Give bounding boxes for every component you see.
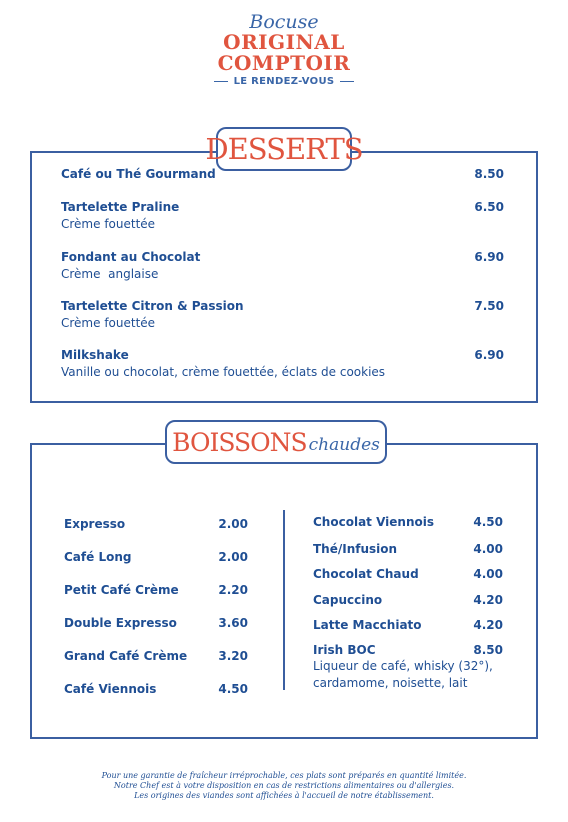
drink-price: 4.50 <box>218 682 248 696</box>
dessert-price: 8.50 <box>474 167 504 181</box>
tagline-rule-right <box>340 81 354 83</box>
drink-description: cardamome, noisette, lait <box>313 676 468 690</box>
drink-name: Double Expresso <box>64 616 177 630</box>
dessert-name: Café ou Thé Gourmand <box>61 167 216 181</box>
drink-item <box>64 549 248 565</box>
drink-price: 2.20 <box>218 583 248 597</box>
footer-line: Notre Chef est à votre disposition en cas de restrictions alimentaires ou d'allergies. <box>113 781 455 790</box>
drink-item <box>64 615 248 631</box>
boissons-subtitle: chaudes <box>308 435 380 455</box>
logo-original: ORIGINAL <box>223 30 345 54</box>
dessert-description: Crème anglaise <box>61 267 159 281</box>
dessert-description: Crème fouettée <box>61 316 156 330</box>
drink-name: Café Viennois <box>64 682 157 696</box>
dessert-description: Vanille ou chocolat, crème fouettée, éclats de cookies <box>61 365 386 379</box>
drink-price: 4.20 <box>473 618 503 632</box>
drink-name: Irish BOC <box>313 643 376 657</box>
dessert-item <box>61 166 506 182</box>
footer-line: Pour une garantie de fraîcheur irréprochable, ces plats sont préparés en quantité limitée. <box>101 771 467 780</box>
drink-name: Petit Café Crème <box>64 583 179 597</box>
dessert-item <box>61 298 506 331</box>
drink-price: 4.00 <box>473 567 503 581</box>
drink-name: Latte Macchiato <box>313 618 422 632</box>
drink-item <box>313 566 503 582</box>
drink-name: Grand Café Crème <box>64 649 188 663</box>
dessert-name: Tartelette Praline <box>61 200 180 214</box>
dessert-item <box>61 199 506 232</box>
dessert-price: 6.90 <box>474 250 504 264</box>
logo-tagline: LE RENDEZ-VOUS <box>233 76 335 87</box>
drink-description: Liqueur de café, whisky (32°), <box>313 659 493 673</box>
drink-item <box>313 592 503 608</box>
drink-item <box>64 516 248 532</box>
drink-price: 3.20 <box>218 649 248 663</box>
brand-logo <box>0 12 568 87</box>
dessert-item <box>61 249 506 282</box>
drink-name: Capuccino <box>313 593 383 607</box>
drink-price: 2.00 <box>218 517 248 531</box>
drink-price: 4.20 <box>473 593 503 607</box>
dessert-price: 6.50 <box>474 200 504 214</box>
drink-name: Expresso <box>64 517 126 531</box>
drink-name: Café Long <box>64 550 132 564</box>
drink-price: 4.50 <box>473 515 503 529</box>
boissons-title-banner <box>165 420 387 464</box>
footer-line: Les origines des viandes sont affichées à l'accueil de notre établissement. <box>134 791 434 800</box>
dessert-price: 6.90 <box>474 348 504 362</box>
boissons-title: BOISSONS <box>172 427 307 457</box>
tagline-rule-left <box>214 81 228 83</box>
drink-item <box>64 582 248 598</box>
logo-comptoir: COMPTOIR <box>217 51 351 75</box>
drink-item <box>313 514 503 530</box>
drink-item <box>313 541 503 557</box>
drink-price: 8.50 <box>473 643 503 657</box>
dessert-name: Milkshake <box>61 348 129 362</box>
footer-notes <box>0 771 568 801</box>
drink-price: 3.60 <box>218 616 248 630</box>
drink-name: Chocolat Chaud <box>313 567 419 581</box>
drink-item <box>64 681 248 697</box>
drink-name: Chocolat Viennois <box>313 515 434 529</box>
dessert-description: Crème fouettée <box>61 217 156 231</box>
dessert-item <box>61 347 506 380</box>
drink-price: 4.00 <box>473 542 503 556</box>
drink-name: Thé/Infusion <box>313 542 398 556</box>
drink-item <box>313 642 503 692</box>
logo-tagline-row <box>0 76 568 87</box>
drink-item <box>313 617 503 633</box>
drink-price: 2.00 <box>218 550 248 564</box>
column-divider <box>283 510 285 690</box>
logo-bocuse: Bocuse <box>249 11 319 33</box>
desserts-title-banner <box>205 127 363 171</box>
desserts-title: DESSERTS <box>205 132 363 166</box>
dessert-name: Fondant au Chocolat <box>61 250 201 264</box>
dessert-name: Tartelette Citron & Passion <box>61 299 244 313</box>
dessert-price: 7.50 <box>474 299 504 313</box>
drink-item <box>64 648 248 664</box>
